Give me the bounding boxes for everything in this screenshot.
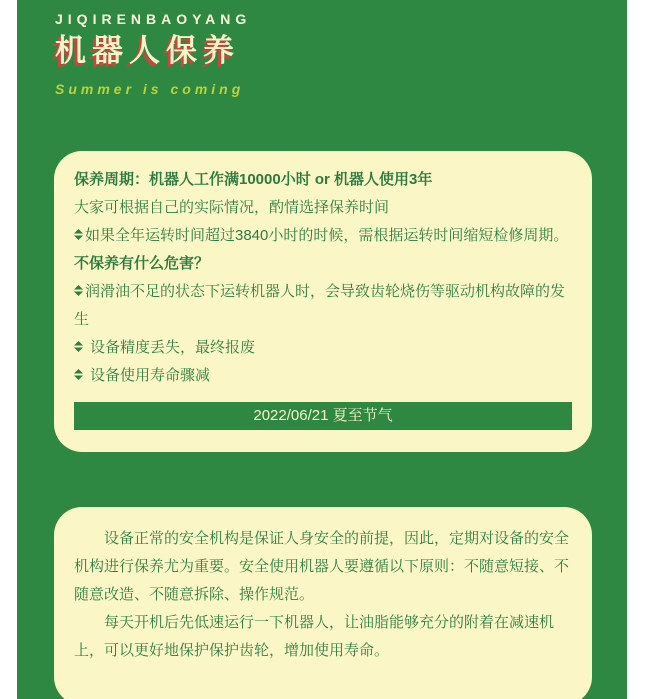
header	[17, 0, 627, 99]
card1-heading: 保养周期：机器人工作满10000小时 or 机器人使用3年	[74, 171, 433, 188]
header-subtitle: Summer is coming	[55, 81, 245, 97]
header-eyebrow: JIQIRENBAOYANG	[55, 11, 252, 27]
card1-heading-2: 不保养有什么危害？	[74, 255, 210, 272]
page-title: 机器人保养	[55, 33, 240, 68]
double-triangle-bullet-icon	[74, 369, 83, 380]
card1-bullet-line-2	[74, 278, 572, 334]
card2-paragraph-2: 每天开机后先低速运行一下机器人，让油脂能够充分的附着在减速机上，可以更好地保护保护齿轮，增加使用寿命。	[74, 614, 555, 659]
solstice-date-banner: 2022/06/21 夏至节气	[74, 402, 572, 430]
safety-notes-card	[54, 507, 592, 699]
card1-bullet-text-1: 如果全年运转时间超过3840小时的时候，需根据运转时间缩短检修周期。	[85, 227, 569, 244]
card1-bullet-line-3	[74, 334, 572, 362]
card1-bullet-text-2: 润滑油不足的状态下运转机器人时，会导致齿轮烧伤等驱动机构故障的发生	[74, 283, 566, 328]
card2-paragraph-1: 设备正常的安全机构是保证人身安全的前提，因此，定期对设备的安全机构进行保养尤为重要。安全使用机器人要遵循以下原则：不随意短接、不随意改造、不随意拆除、操作规范。	[74, 530, 570, 603]
card1-bullet-line-1	[74, 222, 572, 250]
green-background-column	[17, 0, 627, 699]
maintenance-cycle-card	[54, 151, 592, 452]
double-triangle-bullet-icon	[74, 285, 83, 296]
card1-line1: 大家可根据自己的实际情况，酌情选择保养时间	[74, 199, 390, 216]
double-triangle-bullet-icon	[74, 341, 83, 352]
double-triangle-bullet-icon	[74, 229, 83, 240]
card1-bullet-line-4	[74, 362, 572, 390]
card1-bullet-text-3: 设备精度丢失，最终报废	[90, 339, 256, 356]
card1-bullet-text-4: 设备使用寿命骤减	[90, 367, 211, 384]
